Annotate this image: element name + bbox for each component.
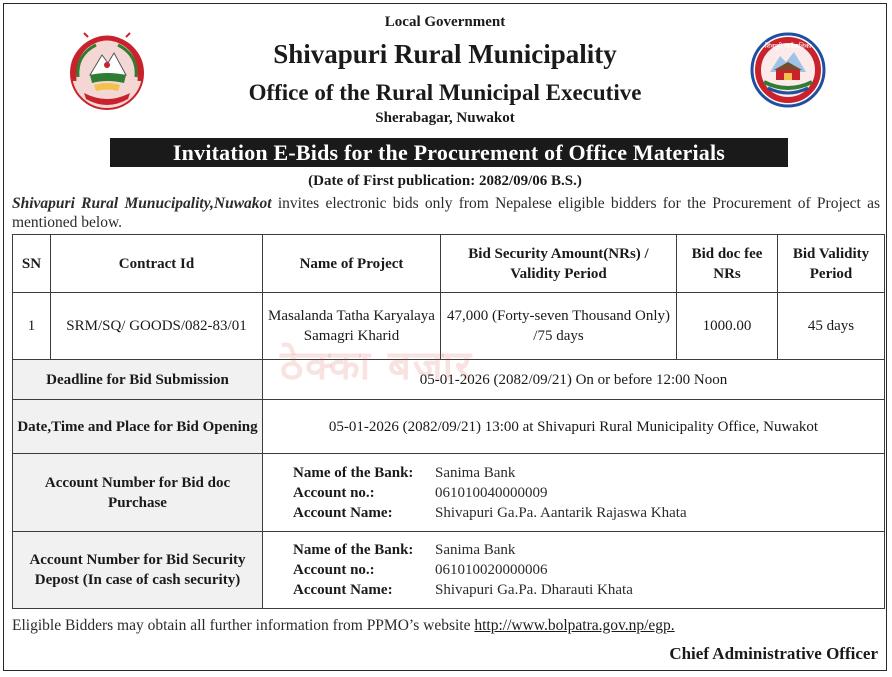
bank-name-key: Name of the Bank: xyxy=(293,464,414,481)
header-project: Name of Project xyxy=(263,235,441,293)
intro-paragraph xyxy=(12,194,880,232)
notice-page xyxy=(3,3,887,671)
bank-name-value: Sanima Bank xyxy=(435,542,516,558)
watermark: ठेक्का बजार xyxy=(280,343,474,389)
cell-validity: 45 days xyxy=(778,293,885,360)
cell-sn: 1 xyxy=(13,293,51,360)
eligibility-note xyxy=(12,617,675,635)
account-name-value: Shivapuri Ga.Pa. Dharauti Khata xyxy=(435,582,633,598)
account-security-row xyxy=(13,532,885,609)
local-government-label: Local Government xyxy=(384,14,506,30)
account-no-value: 061010040000009 xyxy=(435,484,548,501)
signatory: Chief Administrative Officer xyxy=(669,644,878,663)
account-name-key: Account Name: xyxy=(293,582,393,598)
account-no-key: Account no.: xyxy=(293,484,375,501)
deadline-label: Deadline for Bid Submission xyxy=(13,360,263,400)
header xyxy=(4,4,886,138)
cell-doc-fee: 1000.00 xyxy=(677,293,778,360)
table-header-row xyxy=(13,235,885,293)
header-contract-id: Contract Id xyxy=(51,235,263,293)
account-security-label: Account Number for Bid Security Depost (In case of cash security) xyxy=(13,532,263,609)
notice-title-banner: Invitation E-Bids for the Procurement of Office Materials xyxy=(110,138,788,167)
cell-project: Masalanda Tatha Karyalaya Samagri Kharid xyxy=(263,293,441,360)
bank-name-key: Name of the Bank: xyxy=(293,542,414,558)
header-doc-fee: Bid doc fee NRs xyxy=(677,235,778,293)
header-validity: Bid Validity Period xyxy=(778,235,885,293)
deadline-value: 05-01-2026 (2082/09/21) On or before 12:00 Noon xyxy=(263,360,885,400)
opening-label: Date,Time and Place for Bid Opening xyxy=(13,400,263,454)
opening-row xyxy=(13,400,885,454)
deadline-row xyxy=(13,360,885,400)
bank-name-value: Sanima Bank xyxy=(435,464,516,481)
account-doc-label: Account Number for Bid doc Purchase xyxy=(13,454,263,532)
account-name-value: Shivapuri Ga.Pa. Aantarik Rajaswa Khata xyxy=(435,504,687,521)
cell-contract-id: SRM/SQ/ GOODS/082-83/01 xyxy=(51,293,263,360)
intro-municipality: Shivapuri Rural Munucipality,Nuwakot xyxy=(12,195,272,212)
table-row xyxy=(13,293,885,360)
account-doc-row xyxy=(13,454,885,532)
eligibility-text: Eligible Bidders may obtain all further information from PPMO’s website xyxy=(12,617,475,634)
bid-details-table xyxy=(12,234,885,609)
municipality-name: Shivapuri Rural Municipality xyxy=(273,39,617,69)
logo-text: शिवपुरी गाउँपालिका xyxy=(764,42,812,50)
account-no-value: 061010020000006 xyxy=(435,562,548,578)
intro-text: invites electronic bids only from Nepalese eligible bidders for the Procurement of Project as mentioned below. xyxy=(12,195,880,231)
office-name: Office of the Rural Municipal Executive xyxy=(248,80,642,105)
publication-date: (Date of First publication: 2082/09/06 B.S.) xyxy=(308,173,582,189)
account-no-key: Account no.: xyxy=(293,562,375,578)
header-bid-security: Bid Security Amount(NRs) / Validity Period xyxy=(441,235,677,293)
header-sn: SN xyxy=(13,235,51,293)
opening-value: 05-01-2026 (2082/09/21) 13:00 at Shivapuri Rural Municipality Office, Nuwakot xyxy=(263,400,885,454)
account-name-key: Account Name: xyxy=(293,504,393,521)
account-security-details xyxy=(263,532,885,609)
cell-bid-security: 47,000 (Forty-seven Thousand Only) /75 days xyxy=(441,293,677,360)
account-doc-details xyxy=(263,454,885,532)
office-address: Sherabagar, Nuwakot xyxy=(375,110,515,126)
municipality-logo-icon xyxy=(746,32,830,108)
ppmo-website-link[interactable]: http://www.bolpatra.gov.np/egp. xyxy=(474,617,675,634)
